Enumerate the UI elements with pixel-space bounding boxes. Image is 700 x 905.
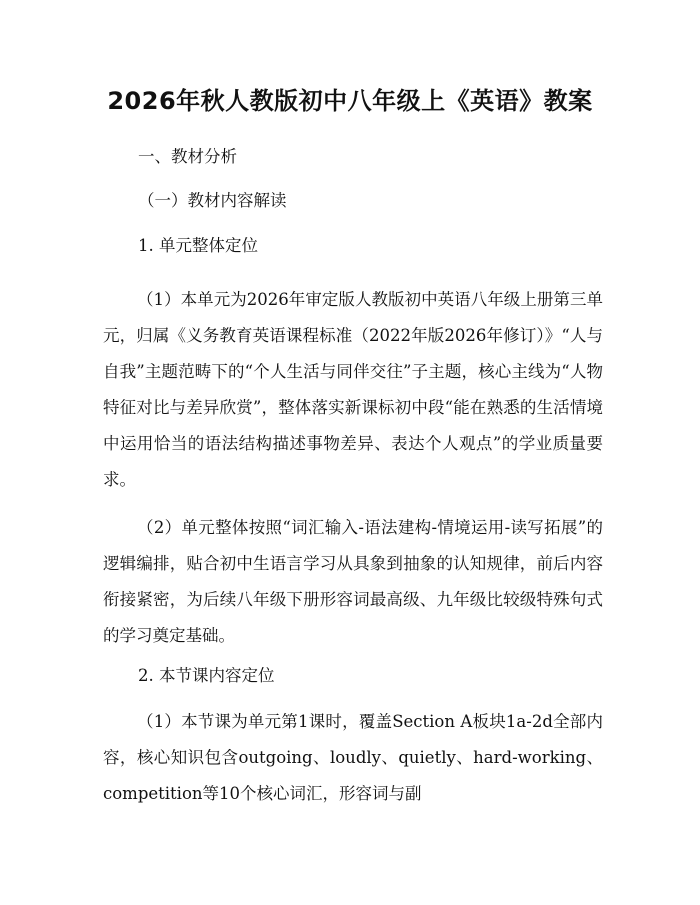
paragraph-lesson-positioning-1: （1）本节课为单元第1课时，覆盖Section A板块1a-2d全部内容，核心知识包含outgoing、loudly、quietly、hard-working、competition等10个核心词汇，形容词与副 — [103, 712, 603, 803]
paragraph-unit-positioning-2: （2）单元整体按照“词汇输入-语法建构-情境运用-读写拓展”的逻辑编排，贴合初中生语言学习从具象到抽象的认知规律，前后内容衔接紧密，为后续八年级下册形容词最高级、九年级比较级特殊句式的学习奠定基础。 — [103, 518, 603, 645]
item-heading-lesson-positioning: 2. 本节课内容定位 — [138, 666, 275, 685]
item-heading-unit-positioning: 1. 单元整体定位 — [138, 236, 258, 255]
section-heading-teaching-material-analysis: 一、教材分析 — [138, 147, 237, 166]
subsection-heading-content-interpretation: （一）教材内容解读 — [138, 191, 287, 210]
paragraph-unit-positioning-1: （1）本单元为2026年审定版人教版初中英语八年级上册第三单元，归属《义务教育英语课程标准（2022年版2026年修订）》“人与自我”主题范畴下的“个人生活与同伴交往”子主题，核心主线为“人物特征对比与差异欣赏”，整体落实新课标初中段“能在熟悉的生活情境中运用恰当的语法结构描述事物差异、表达个人观点”的学业质量要求。 — [103, 290, 603, 489]
document-title: 2026年秋人教版初中八年级上《英语》教案 — [107, 87, 593, 115]
